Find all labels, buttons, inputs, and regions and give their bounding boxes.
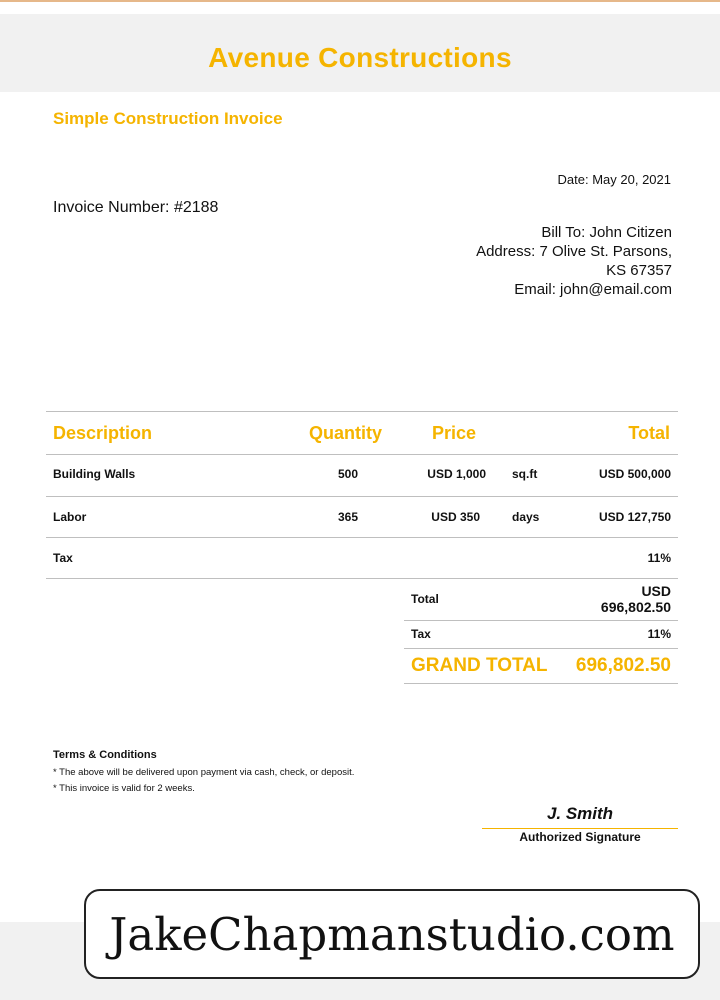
row-unit: sq.ft bbox=[512, 467, 538, 481]
table-rule bbox=[46, 578, 678, 579]
terms-line: * The above will be delivered upon payment via cash, check, or deposit. bbox=[53, 767, 355, 778]
row-quantity: 365 bbox=[337, 510, 359, 524]
signature-label: Authorized Signature bbox=[519, 830, 641, 844]
bill-to-address: Address: 7 Olive St. Parsons, bbox=[476, 243, 672, 260]
summary-tax-value: 11% bbox=[647, 627, 671, 641]
document-title: Simple Construction Invoice bbox=[53, 109, 283, 128]
table-rule bbox=[46, 537, 678, 538]
summary-total-label: Total bbox=[411, 592, 439, 606]
invoice-number: Invoice Number: #2188 bbox=[53, 199, 219, 216]
signature-name: J. Smith bbox=[546, 804, 614, 823]
summary-tax-label: Tax bbox=[411, 627, 431, 641]
terms-title: Terms & Conditions bbox=[53, 749, 157, 761]
row-total: 11% bbox=[647, 551, 671, 565]
bill-to-address-2: KS 67357 bbox=[606, 262, 672, 279]
signature-rule bbox=[482, 828, 678, 829]
row-quantity: 500 bbox=[337, 467, 359, 481]
row-description: Building Walls bbox=[53, 467, 136, 481]
summary-total-currency: USD bbox=[641, 583, 671, 599]
summary-rule bbox=[404, 683, 678, 684]
summary-total-amount: 696,802.50 bbox=[600, 599, 671, 615]
company-name: Avenue Constructions bbox=[208, 42, 512, 73]
terms-line: * This invoice is valid for 2 weeks. bbox=[53, 783, 195, 794]
summary-rule bbox=[404, 620, 678, 621]
watermark-box bbox=[84, 889, 700, 979]
bill-to-email: Email: john@email.com bbox=[514, 281, 672, 298]
summary-rule bbox=[404, 648, 678, 649]
summary-total-value bbox=[601, 583, 671, 615]
header-price: Price bbox=[432, 423, 477, 443]
bill-to-block bbox=[372, 223, 672, 299]
header-quantity: Quantity bbox=[309, 423, 383, 443]
grand-total-label: GRAND TOTAL bbox=[411, 655, 548, 676]
bill-to-name: Bill To: John Citizen bbox=[541, 224, 672, 241]
header-total: Total bbox=[628, 423, 670, 443]
table-rule-header bbox=[46, 454, 678, 455]
header-description: Description bbox=[53, 423, 153, 443]
row-unit: days bbox=[512, 510, 540, 524]
watermark-text: JakeChapmanstudio.com bbox=[109, 907, 675, 961]
top-rule bbox=[0, 0, 720, 2]
invoice-date: Date: May 20, 2021 bbox=[557, 172, 671, 187]
row-price: USD 1,000 bbox=[427, 467, 486, 481]
grand-total-value: 696,802.50 bbox=[575, 655, 671, 676]
row-price: USD 350 bbox=[431, 510, 480, 524]
row-description: Tax bbox=[53, 551, 73, 565]
table-rule bbox=[46, 496, 678, 497]
table-rule-top bbox=[46, 411, 678, 412]
row-total: USD 127,750 bbox=[598, 510, 671, 524]
row-total: USD 500,000 bbox=[598, 467, 671, 481]
row-description: Labor bbox=[53, 510, 87, 524]
